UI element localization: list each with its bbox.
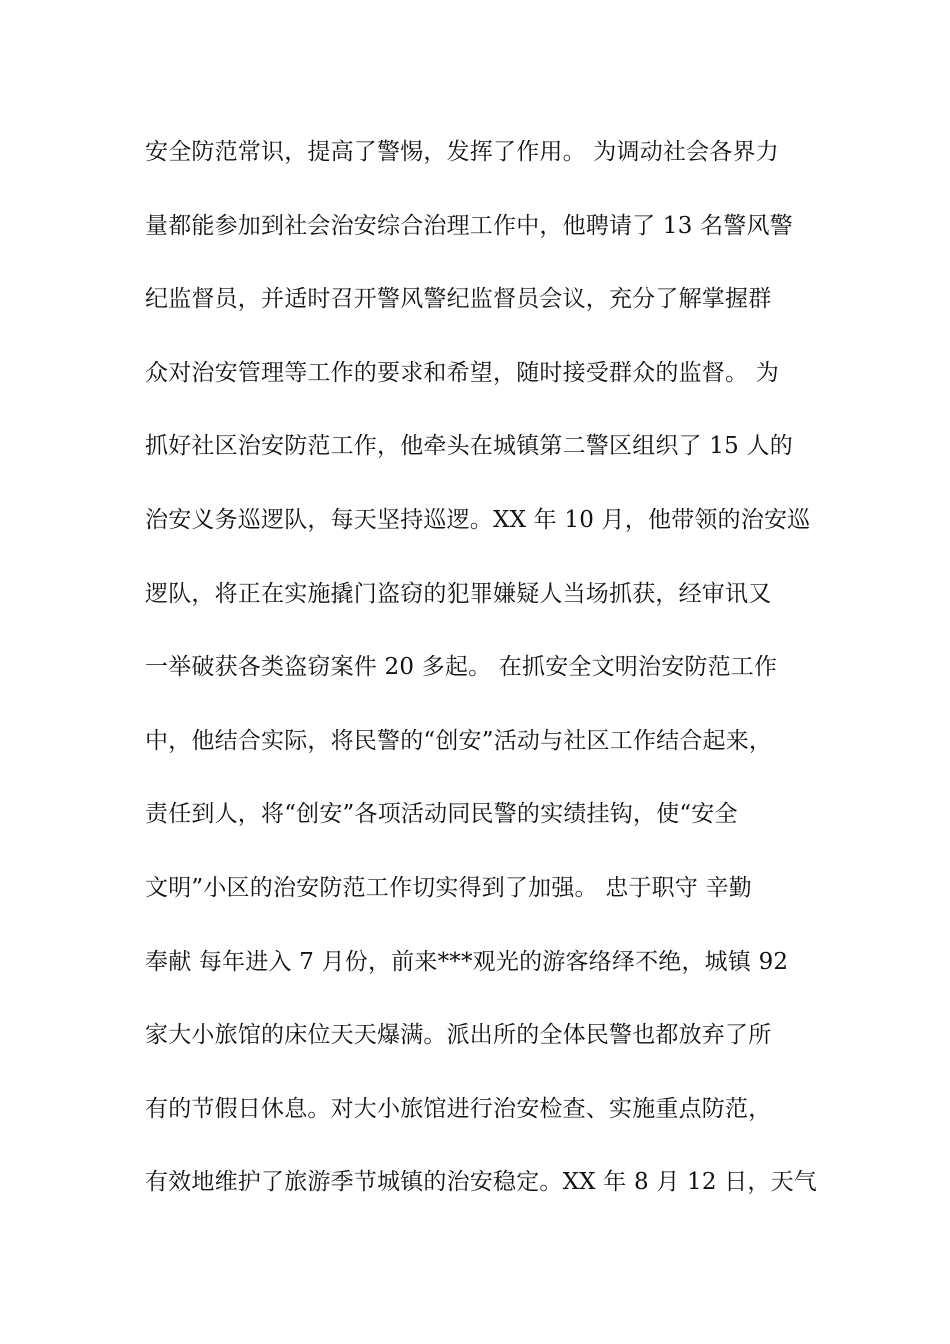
text-line: 中，他结合实际，将民警的“创安”活动与社区工作结合起来， [145,727,773,754]
text-line: 责任到人，将“创安”各项活动同民警的实绩挂钩，使“安全 [145,801,738,828]
text-line: 量都能参加到社会治安综合治理工作中，他聘请了 13 名警风警 [145,212,793,239]
text-line: 文明”小区的治安防范工作切实得到了加强。 忠于职守 辛勤 [145,874,752,901]
text-line: 治安义务巡逻队，每天坚持巡逻。XX 年 10 月，他带领的治安巡 [145,506,811,533]
body-text [145,128,845,1232]
text-line: 安全防范常识，提高了警惕，发挥了作用。 为调动社会各界力 [145,139,779,165]
text-line: 众对治安管理等工作的要求和希望，随时接受群众的监督。 为 [145,359,779,386]
text-line: 抓好社区治安防范工作，他牵头在城镇第二警区组织了 15 人的 [145,433,793,460]
text-line: 家大小旅馆的床位天天爆满。派出所的全体民警也都放弃了所 [145,1022,772,1049]
text-line: 纪监督员，并适时召开警风警纪监督员会议，充分了解掌握群 [145,286,772,313]
text-line: 一举破获各类盗窃案件 20 多起。 在抓安全文明治安防范工作 [145,654,778,681]
text-line: 奉献 每年进入 7 月份，前来***观光的游客络绎不绝，城镇 92 [145,948,789,975]
text-line: 有的节假日休息。对大小旅馆进行治安检查、实施重点防范， [145,1095,772,1122]
text-line: 有效地维护了旅游季节城镇的治安稳定。XX 年 8 月 12 日，天气 [145,1169,818,1196]
text-line: 逻队，将正在实施撬门盗窃的犯罪嫌疑人当场抓获，经审讯又 [145,580,772,607]
